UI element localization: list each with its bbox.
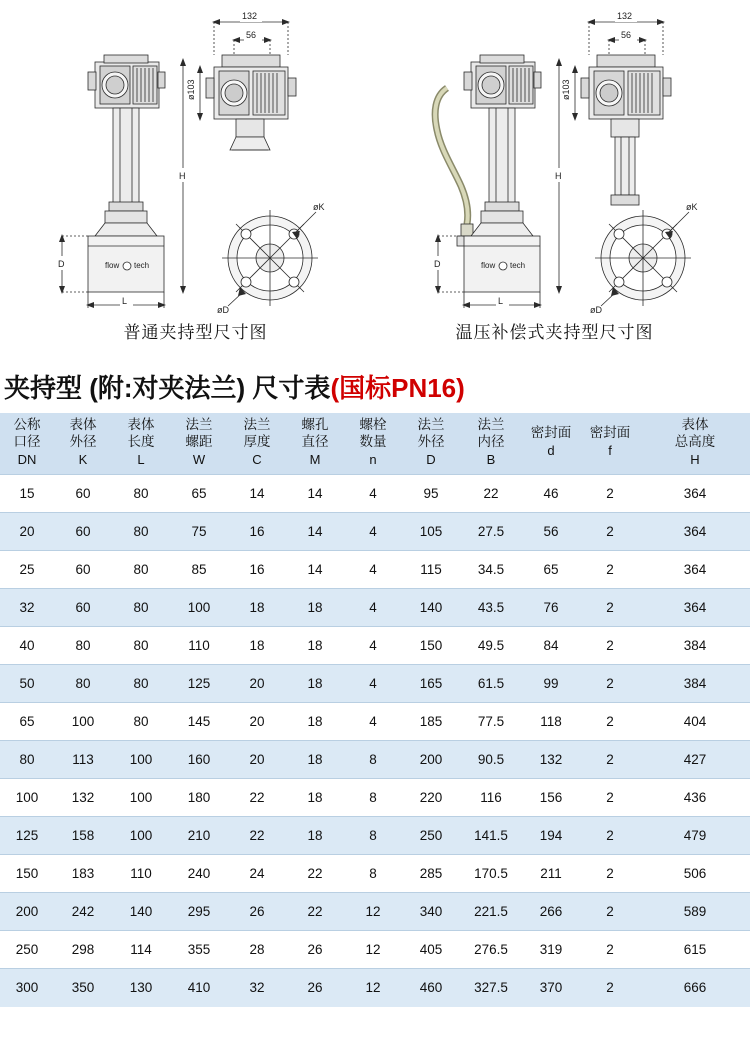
table-cell: 200 <box>15 904 39 919</box>
table-cell: 355 <box>170 931 228 969</box>
table-cell: 32 <box>249 980 265 996</box>
table-cell: 100 <box>129 828 153 843</box>
table-cell: 460 <box>419 980 443 996</box>
table-cell: 116 <box>460 779 522 817</box>
table-cell: 2 <box>580 627 640 665</box>
table-cell: 75 <box>191 524 207 539</box>
table-cell: 80 <box>112 627 170 665</box>
table-row <box>0 513 750 551</box>
table-cell: 50 <box>19 676 35 691</box>
table-cell: 666 <box>683 980 707 996</box>
table-cell: 22 <box>460 475 522 513</box>
table-cell: 14 <box>286 551 344 589</box>
svg-text:øD: øD <box>217 305 229 315</box>
table-cell: 384 <box>683 676 707 691</box>
table-cell: 4 <box>369 676 377 691</box>
table-cell: 100 <box>129 752 153 767</box>
table-cell: 140 <box>129 904 153 919</box>
table-cell: 427 <box>683 752 707 767</box>
table-cell: 158 <box>71 828 95 843</box>
table-cell: 22 <box>307 904 323 919</box>
table-row <box>0 703 750 741</box>
drawing-captions <box>0 318 750 358</box>
table-cell: 150 <box>402 627 460 665</box>
table-row <box>0 817 750 855</box>
table-cell: 105 <box>419 524 443 539</box>
table-cell: 4 <box>344 475 402 513</box>
table-cell: 28 <box>228 931 286 969</box>
svg-text:flow: flow <box>481 261 496 270</box>
table-cell: 285 <box>402 855 460 893</box>
table-cell: 2 <box>580 551 640 589</box>
table-row <box>0 551 750 589</box>
table-cell: 132 <box>54 779 112 817</box>
table-cell: 20 <box>228 703 286 741</box>
table-cell: 8 <box>369 752 377 767</box>
table-cell: 170.5 <box>460 855 522 893</box>
table-cell: 589 <box>683 904 707 919</box>
table-cell: 2 <box>580 931 640 969</box>
table-cell: 12 <box>344 931 402 969</box>
table-row <box>0 475 750 513</box>
table-row <box>0 627 750 665</box>
table-cell: 364 <box>640 475 750 513</box>
table-cell: 32 <box>19 600 35 615</box>
table-cell: 479 <box>683 828 707 843</box>
svg-text:flow: flow <box>105 261 120 270</box>
table-cell: 370 <box>539 980 563 996</box>
table-cell: 20 <box>19 524 35 539</box>
table-cell: 156 <box>522 779 580 817</box>
table-cell: 12 <box>365 980 381 996</box>
table-cell: 95 <box>402 475 460 513</box>
table-cell: 240 <box>170 855 228 893</box>
table-cell: 298 <box>54 931 112 969</box>
table-cell: 60 <box>75 524 91 539</box>
table-cell: 60 <box>75 600 91 615</box>
col-header-n: 螺栓 数量 n <box>344 413 402 475</box>
table-cell: 60 <box>54 551 112 589</box>
table-cell: 16 <box>228 551 286 589</box>
svg-text:H: H <box>555 171 562 181</box>
table-cell: 118 <box>522 703 580 741</box>
section-title <box>0 358 750 413</box>
table-cell: 221.5 <box>474 904 508 919</box>
table-row <box>0 893 750 931</box>
table-cell: 210 <box>187 828 211 843</box>
table-cell: 2 <box>580 703 640 741</box>
table-cell: 65 <box>170 475 228 513</box>
table-cell: 49.5 <box>460 627 522 665</box>
table-cell: 14 <box>307 524 323 539</box>
table-cell: 115 <box>402 551 460 589</box>
table-cell: 34.5 <box>460 551 522 589</box>
table-cell: 80 <box>133 676 149 691</box>
table-cell: 340 <box>419 904 443 919</box>
table-cell: 100 <box>0 779 54 817</box>
table-header-row <box>0 413 750 475</box>
table-cell: 350 <box>71 980 95 996</box>
table-cell: 130 <box>129 980 153 996</box>
table-cell: 150 <box>0 855 54 893</box>
table-cell: 125 <box>187 676 211 691</box>
table-cell: 364 <box>683 524 707 539</box>
table-cell: 125 <box>15 828 39 843</box>
table-cell: 180 <box>170 779 228 817</box>
table-cell: 22 <box>228 779 286 817</box>
col-header-dn: 公称 口径 DN <box>0 413 54 475</box>
table-cell: 250 <box>419 828 443 843</box>
table-row <box>0 855 750 893</box>
table-cell: 18 <box>307 676 323 691</box>
caption-standard-clamp: 普通夹持型尺寸图 <box>123 323 268 342</box>
col-header-m: 螺孔 直径 M <box>286 413 344 475</box>
table-cell: 46 <box>522 475 580 513</box>
svg-text:D: D <box>434 259 441 269</box>
svg-text:132: 132 <box>242 11 258 21</box>
table-cell: 65 <box>522 551 580 589</box>
table-cell: 2 <box>606 828 614 843</box>
table-cell: 26 <box>307 980 323 996</box>
table-cell: 300 <box>15 980 39 996</box>
table-cell: 4 <box>344 551 402 589</box>
svg-text:L: L <box>122 296 128 306</box>
table-cell: 2 <box>580 475 640 513</box>
table-cell: 80 <box>19 752 35 767</box>
table-cell: 14 <box>286 475 344 513</box>
col-header-h: 表体 总高度 H <box>640 413 750 475</box>
table-cell: 404 <box>640 703 750 741</box>
table-cell: 2 <box>606 980 614 996</box>
col-header-d: 法兰 外径 D <box>402 413 460 475</box>
table-body <box>0 475 750 1007</box>
table-cell: 436 <box>640 779 750 817</box>
table-cell: 615 <box>640 931 750 969</box>
table-cell: 100 <box>54 703 112 741</box>
svg-text:H: H <box>179 171 186 181</box>
table-cell: 80 <box>133 524 149 539</box>
table-cell: 18 <box>307 828 323 843</box>
table-cell: 18 <box>307 600 323 615</box>
table-cell: 8 <box>344 779 402 817</box>
table-cell: 506 <box>640 855 750 893</box>
table-row <box>0 589 750 627</box>
table-cell: 2 <box>606 904 614 919</box>
table-cell: 185 <box>402 703 460 741</box>
table-cell: 80 <box>112 475 170 513</box>
table-cell: 80 <box>54 627 112 665</box>
table-row <box>0 741 750 779</box>
table-cell: 100 <box>187 600 211 615</box>
col-header-c: 法兰 厚度 C <box>228 413 286 475</box>
table-cell: 99 <box>543 676 559 691</box>
table-cell: 40 <box>0 627 54 665</box>
col-header-seal-f: 密封面 f <box>580 413 640 475</box>
table-cell: 4 <box>369 524 377 539</box>
table-cell: 56 <box>543 524 559 539</box>
caption-compensated-clamp: 温压补偿式夹持型尺寸图 <box>455 323 654 342</box>
table-cell: 141.5 <box>474 828 508 843</box>
table-cell: 266 <box>539 904 563 919</box>
table-cell: 100 <box>112 779 170 817</box>
table-cell: 110 <box>112 855 170 893</box>
table-cell: 2 <box>580 855 640 893</box>
svg-text:56: 56 <box>246 30 257 40</box>
table-cell: 405 <box>402 931 460 969</box>
table-cell: 242 <box>71 904 95 919</box>
svg-text:øK: øK <box>686 202 698 212</box>
table-cell: 22 <box>286 855 344 893</box>
table-cell: 384 <box>640 627 750 665</box>
table-row <box>0 931 750 969</box>
svg-text:ø103: ø103 <box>561 79 571 100</box>
table-cell: 18 <box>286 703 344 741</box>
table-cell: 110 <box>170 627 228 665</box>
table-cell: 113 <box>72 752 94 767</box>
table-cell: 18 <box>249 600 265 615</box>
svg-text:ø103: ø103 <box>186 79 196 100</box>
table-cell: 4 <box>344 703 402 741</box>
dimension-table <box>0 413 750 1007</box>
table-cell: 2 <box>606 600 614 615</box>
svg-text:56: 56 <box>621 30 632 40</box>
table-cell: 410 <box>187 980 211 996</box>
table-cell: 12 <box>365 904 381 919</box>
table-cell: 61.5 <box>477 676 505 691</box>
table-cell: 26 <box>249 904 265 919</box>
table-cell: 76 <box>543 600 559 615</box>
table-cell: 16 <box>249 524 265 539</box>
table-cell: 276.5 <box>460 931 522 969</box>
table-cell: 8 <box>369 828 377 843</box>
svg-text:øK: øK <box>313 202 325 212</box>
table-cell: 18 <box>307 752 323 767</box>
table-cell: 84 <box>522 627 580 665</box>
table-cell: 60 <box>54 475 112 513</box>
table-cell: 211 <box>522 855 580 893</box>
table-cell: 2 <box>606 752 614 767</box>
table-cell: 80 <box>133 600 149 615</box>
table-cell: 165 <box>419 676 443 691</box>
table-cell: 77.5 <box>460 703 522 741</box>
col-header-w: 法兰 螺距 W <box>170 413 228 475</box>
table-cell: 18 <box>286 779 344 817</box>
table-cell: 18 <box>286 627 344 665</box>
table-cell: 200 <box>419 752 443 767</box>
table-cell: 8 <box>344 855 402 893</box>
col-header-k: 表体 外径 K <box>54 413 112 475</box>
table-row <box>0 779 750 817</box>
table-cell: 15 <box>0 475 54 513</box>
svg-text:tech: tech <box>510 261 526 270</box>
table-cell: 327.5 <box>474 980 508 996</box>
table-cell: 80 <box>112 551 170 589</box>
table-header <box>0 413 750 475</box>
table-cell: 2 <box>580 779 640 817</box>
table-cell: 85 <box>170 551 228 589</box>
table-cell: 250 <box>0 931 54 969</box>
table-cell: 319 <box>522 931 580 969</box>
col-header-seal-d: 密封面 d <box>522 413 580 475</box>
table-row <box>0 969 750 1007</box>
col-header-b: 法兰 内径 B <box>460 413 522 475</box>
drawings-area <box>0 0 750 318</box>
table-cell: 43.5 <box>477 600 505 615</box>
table-row <box>0 665 750 703</box>
table-cell: 14 <box>228 475 286 513</box>
table-cell: 20 <box>249 676 265 691</box>
table-cell: 160 <box>187 752 211 767</box>
drawing-temp-pressure-compensated-clamp <box>375 0 750 318</box>
table-cell: 2 <box>606 676 614 691</box>
table-cell: 220 <box>402 779 460 817</box>
table-cell: 4 <box>344 627 402 665</box>
table-cell: 18 <box>228 627 286 665</box>
table-cell: 132 <box>539 752 563 767</box>
table-cell: 65 <box>0 703 54 741</box>
table-cell: 90.5 <box>477 752 505 767</box>
table-cell: 80 <box>112 703 170 741</box>
table-cell: 194 <box>539 828 563 843</box>
section-title-accent: (国标PN16) <box>330 373 465 403</box>
table-cell: 25 <box>0 551 54 589</box>
table-cell: 4 <box>369 600 377 615</box>
table-cell: 20 <box>249 752 265 767</box>
table-cell: 364 <box>640 551 750 589</box>
table-cell: 27.5 <box>477 524 505 539</box>
svg-text:øD: øD <box>590 305 602 315</box>
table-cell: 145 <box>170 703 228 741</box>
table-cell: 26 <box>286 931 344 969</box>
table-cell: 295 <box>187 904 211 919</box>
table-cell: 364 <box>683 600 707 615</box>
table-cell: 114 <box>112 931 170 969</box>
drawing-standard-clamp <box>0 0 375 318</box>
table-cell: 140 <box>419 600 443 615</box>
table-cell: 183 <box>54 855 112 893</box>
svg-text:L: L <box>498 296 504 306</box>
table-cell: 24 <box>228 855 286 893</box>
section-title-main: 夹持型 (附:对夹法兰) 尺寸表 <box>4 373 331 403</box>
table-cell: 80 <box>75 676 91 691</box>
table-cell: 2 <box>606 524 614 539</box>
svg-text:tech: tech <box>134 261 150 270</box>
col-header-l: 表体 长度 L <box>112 413 170 475</box>
table-cell: 22 <box>249 828 265 843</box>
svg-text:132: 132 <box>617 11 633 21</box>
svg-text:D: D <box>58 259 65 269</box>
